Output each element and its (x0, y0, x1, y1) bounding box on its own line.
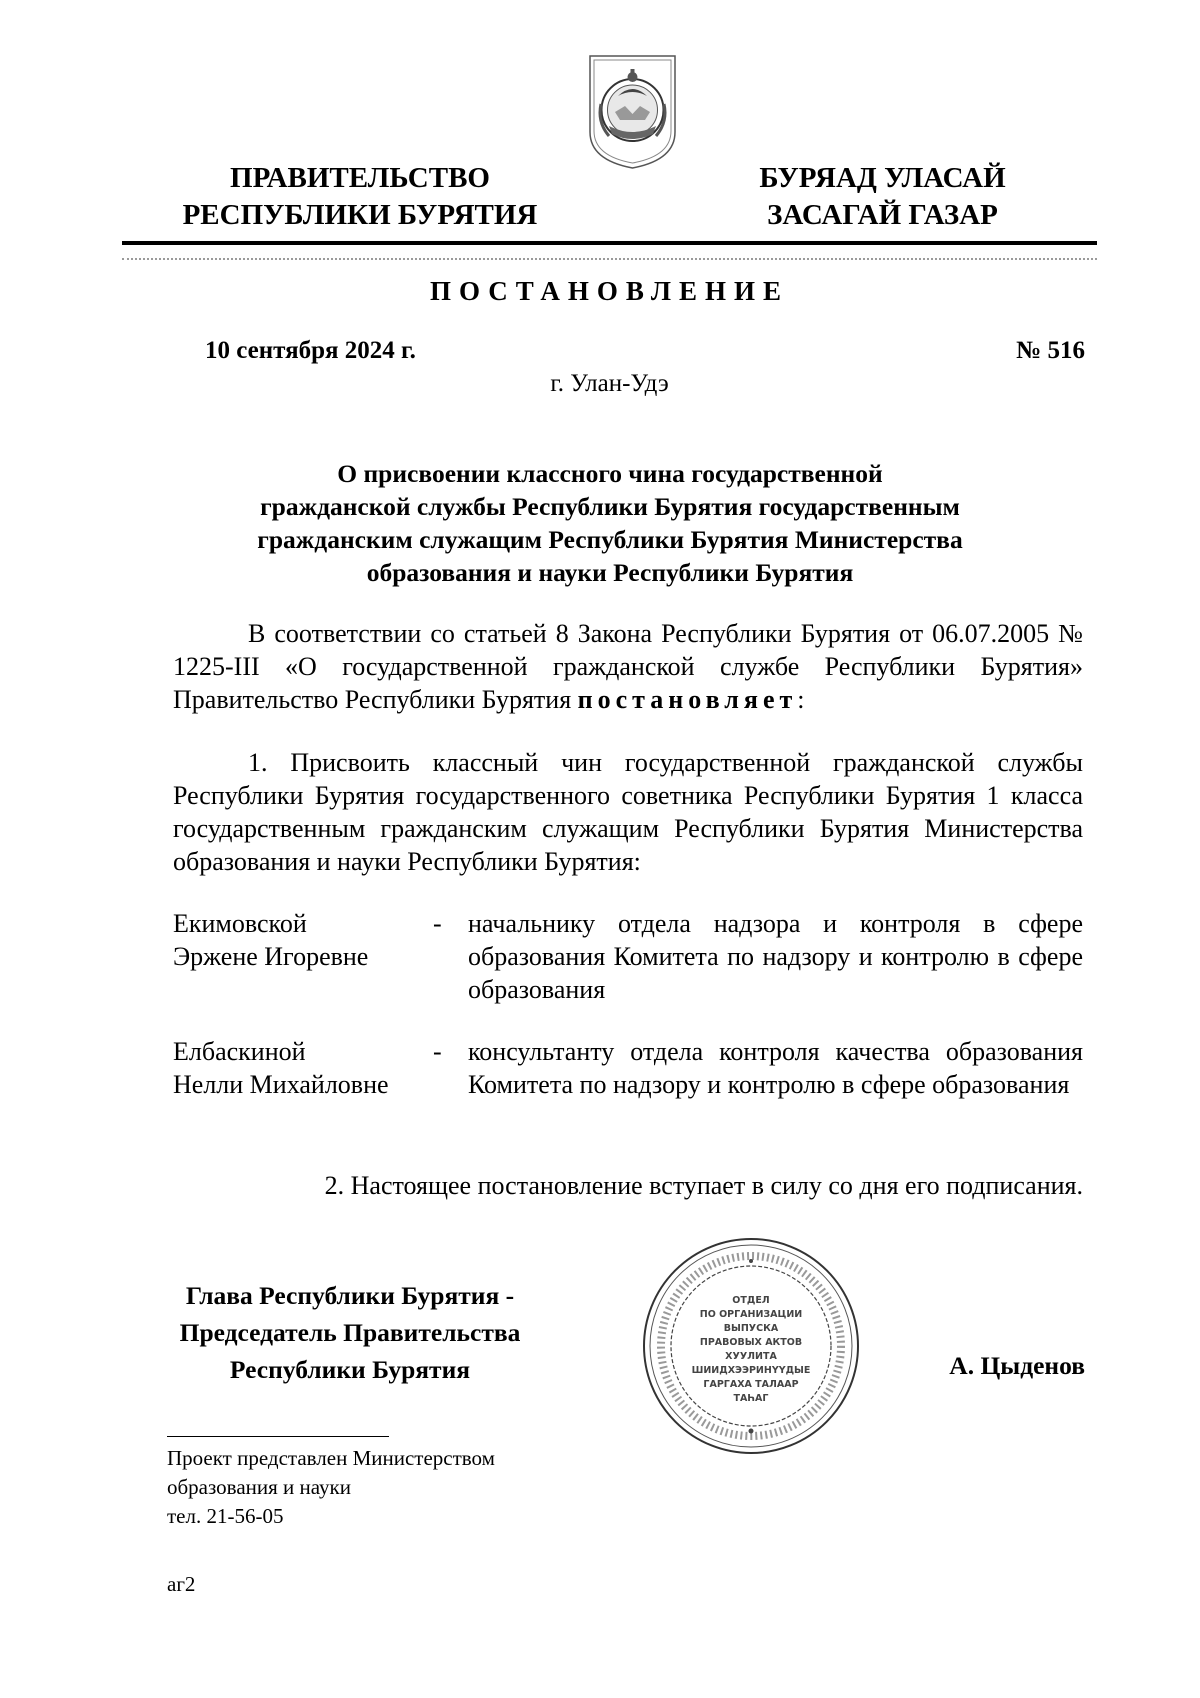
person-1-given-name: Эржене Игоревне (173, 942, 369, 971)
title-line: образования и науки Республики Бурятия (366, 558, 854, 587)
title-line: гражданским служащим Республики Бурятия Министерства (257, 525, 963, 554)
signer-title-line1: Глава Республики Бурятия - (185, 1281, 515, 1310)
stamp-line: ВЫПУСКА (723, 1323, 779, 1334)
preamble-text: В соответствии со статьей 8 Закона Республики Бурятия от 06.07.2005 № 1225-III «О государственной гражданской службе Республики Бурятия» Правительство Республики Бурятия (173, 619, 1083, 714)
footer-rule (167, 1436, 389, 1437)
footer-phone: тел. 21-56-05 (167, 1504, 284, 1528)
stamp-line: ХУУЛИТА (725, 1351, 777, 1362)
item-1-text: 1. Присвоить классный чин государственной гражданской службы Республики Бурятия государственного советника Республики Бурятия 1 класса государственным гражданским служащим Республики Бурятия Министерства образования и науки Республики Бурятия: (173, 748, 1083, 876)
item-2-paragraph: 2. Настоящее постановление вступает в силу со дня его подписания. (324, 1171, 1083, 1200)
document-title (215, 457, 1005, 589)
stamp-line: ПО ОРГАНИЗАЦИИ (699, 1309, 803, 1320)
stamp-line: ОТДЕЛ (732, 1295, 770, 1306)
signer-title-line2: Председатель Правительства (179, 1318, 521, 1347)
stamp-line: ТАҺАГ (733, 1393, 769, 1404)
person-2-surname: Елбаскиной (173, 1037, 306, 1066)
person-1-dash: - (433, 909, 442, 938)
stamp-line: ПРАВОВЫХ АКТОВ (699, 1337, 803, 1348)
coat-of-arms-emblem (585, 52, 680, 170)
signer-name: А. Цыденов (949, 1351, 1085, 1380)
person-2-name (173, 1035, 423, 1101)
government-name-russian (160, 160, 560, 234)
document-marker: аг2 (167, 1572, 196, 1596)
document-type: ПОСТАНОВЛЕНИЕ (429, 276, 790, 306)
document-date: 10 сентября 2024 г. (205, 337, 416, 364)
government-name-line1: ПРАВИТЕЛЬСТВО (230, 162, 490, 194)
preamble-verb: постановляет (577, 685, 798, 714)
government-name-buryat (735, 160, 1030, 234)
document-number: № 516 (1016, 337, 1085, 364)
signer-title (140, 1277, 560, 1388)
header-divider-dotted (122, 258, 1097, 260)
stamp-line: ГАРГАХА ТАЛААР (703, 1379, 799, 1390)
footer-note (167, 1444, 627, 1531)
person-1-name (173, 907, 423, 973)
header-divider-thick (122, 241, 1097, 245)
person-2-position: консультанту отдела контроля качества образования Комитета по надзору и контролю в сфере образования (468, 1037, 1083, 1099)
footer-line2: образования и науки (167, 1475, 351, 1499)
person-1-surname: Екимовской (173, 909, 307, 938)
item-1-paragraph (173, 746, 1083, 878)
government-name-buryat-line1: БУРЯАД УЛАСАЙ (759, 162, 1006, 194)
stamp-line: ШИИДХЭЭРИНҮҮДЫЕ (691, 1365, 811, 1376)
title-line: гражданской службы Республики Бурятия государственным (260, 492, 960, 521)
official-seal-stamp (640, 1235, 862, 1457)
preamble-end: : (797, 685, 805, 714)
title-line: О присвоении классного чина государственной (337, 459, 883, 488)
person-2-dash: - (433, 1037, 442, 1066)
signer-title-line3: Республики Бурятия (229, 1355, 471, 1384)
footer-line1: Проект представлен Министерством (167, 1446, 495, 1470)
person-2-given-name: Нелли Михайловне (173, 1070, 389, 1099)
government-name-line2: РЕСПУБЛИКИ БУРЯТИЯ (182, 199, 538, 231)
preamble-paragraph (173, 617, 1083, 716)
document-city: г. Улан-Удэ (550, 370, 669, 397)
person-1-position: начальнику отдела надзора и контроля в сфере образования Комитета по надзору и контролю в сфере образования (468, 909, 1083, 1004)
government-name-buryat-line2: ЗАСАГАЙ ГАЗАР (767, 199, 998, 231)
